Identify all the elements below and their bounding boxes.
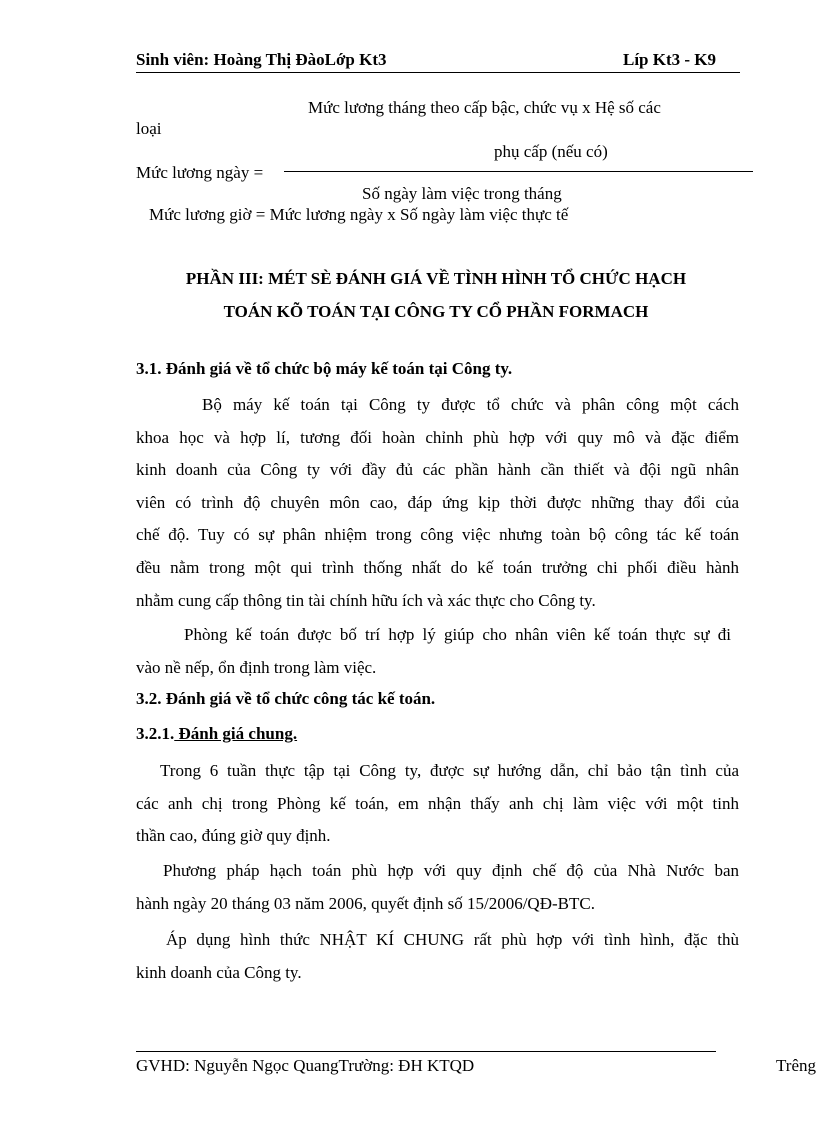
- paragraph-line: chế độ. Tuy có sự phân nhiệm trong công việc nhưng toàn bộ công tác kế toán: [136, 525, 739, 545]
- formula-numerator-line1: Mức lương tháng theo cấp bậc, chức vụ x Hệ số các: [308, 98, 661, 117]
- section-3-2-heading: 3.2. Đánh giá về tổ chức công tác kế toán.: [136, 689, 436, 708]
- section-3-2-1-paragraph-1: [136, 755, 739, 853]
- paragraph-line: kinh doanh của Công ty.: [136, 962, 302, 982]
- paragraph-line: thần cao, đúng giờ quy định.: [136, 826, 331, 846]
- section-3-2-1-heading: [136, 724, 297, 744]
- section-3-1-paragraph-2: [136, 619, 731, 684]
- footer-page-label: Trêng: [776, 1056, 816, 1075]
- paragraph-line: hành ngày 20 tháng 03 năm 2006, quyết định số 15/2006/QĐ-BTC.: [136, 893, 595, 913]
- part-title-line1: PHẦN III: MÉT SÈ ĐÁNH GIÁ VỀ TÌNH HÌNH TỔ CHỨC HẠCH: [185, 269, 687, 288]
- footer-advisor-info: GVHD: Nguyễn Ngọc QuangTrường: ĐH KTQD: [136, 1056, 475, 1075]
- formula-denominator: Số ngày làm việc trong tháng: [362, 184, 562, 203]
- section-3-2-1-number: 3.2.1.: [136, 724, 175, 743]
- paragraph-line: khoa học và hợp lí, tương đối hoàn chỉnh phù hợp với quy mô và đặc điểm: [136, 427, 739, 447]
- formula-numerator-line3: phụ cấp (nếu có): [494, 142, 608, 161]
- header-class-info: Líp Kt3 - K9: [623, 50, 717, 69]
- header-divider: [136, 72, 740, 73]
- paragraph-line: Áp dụng hình thức NHẬT KÍ CHUNG rất phù hợp với tình hình, đặc thù: [166, 930, 739, 949]
- paragraph-line: Trong 6 tuần thực tập tại Công ty, được sự hướng dẫn, chỉ bảo tận tình của: [160, 761, 739, 780]
- formula-lhs: Mức lương ngày =: [136, 163, 264, 182]
- paragraph-line: viên có trình độ chuyên môn cao, đáp ứng kịp thời được những thay đổi của: [136, 492, 739, 512]
- section-3-1-paragraph-1: [136, 389, 739, 617]
- footer-divider: [136, 1051, 716, 1052]
- formula-fraction-bar: [284, 171, 753, 172]
- paragraph-line: các anh chị trong Phòng kế toán, em nhận thấy anh chị làm việc với một tinh: [136, 793, 739, 813]
- section-3-2-1-title: Đánh giá chung.: [174, 724, 298, 743]
- paragraph-line: Bộ máy kế toán tại Công ty được tổ chức và phân công một cách: [202, 395, 739, 414]
- paragraph-line: đều nằm trong một qui trình thống nhất do kế toán trưởng chi phối điều hành: [136, 557, 739, 577]
- section-3-2-1-paragraph-3: [136, 924, 739, 989]
- paragraph-line: Phòng kế toán được bố trí hợp lý giúp cho nhân viên kế toán thực sự đi: [184, 625, 731, 644]
- paragraph-line: kinh doanh của Công ty với đầy đủ các phần hành cần thiết và đội ngũ nhân: [136, 460, 739, 480]
- paragraph-line: Phương pháp hạch toán phù hợp với quy định chế độ của Nhà Nước ban: [163, 861, 739, 880]
- formula-hourly-wage: Mức lương giờ = Mức lương ngày x Số ngày làm việc thực tế: [149, 205, 569, 224]
- header-student-info: Sinh viên: Hoàng Thị ĐàoLớp Kt3: [136, 50, 387, 69]
- section-3-2-1-paragraph-2: [136, 855, 739, 920]
- paragraph-line: nhằm cung cấp thông tin tài chính hữu ích và xác thực cho Công ty.: [136, 590, 596, 610]
- formula-numerator-line2: loại: [136, 119, 162, 138]
- section-3-1-heading: 3.1. Đánh giá về tổ chức bộ máy kế toán tại Công ty.: [136, 359, 513, 378]
- paragraph-line: vào nề nếp, ổn định trong làm việc.: [136, 657, 377, 677]
- part-title-line2: TOÁN KÕ TOÁN TẠI CÔNG TY CỔ PHẦN FORMACH: [223, 302, 649, 321]
